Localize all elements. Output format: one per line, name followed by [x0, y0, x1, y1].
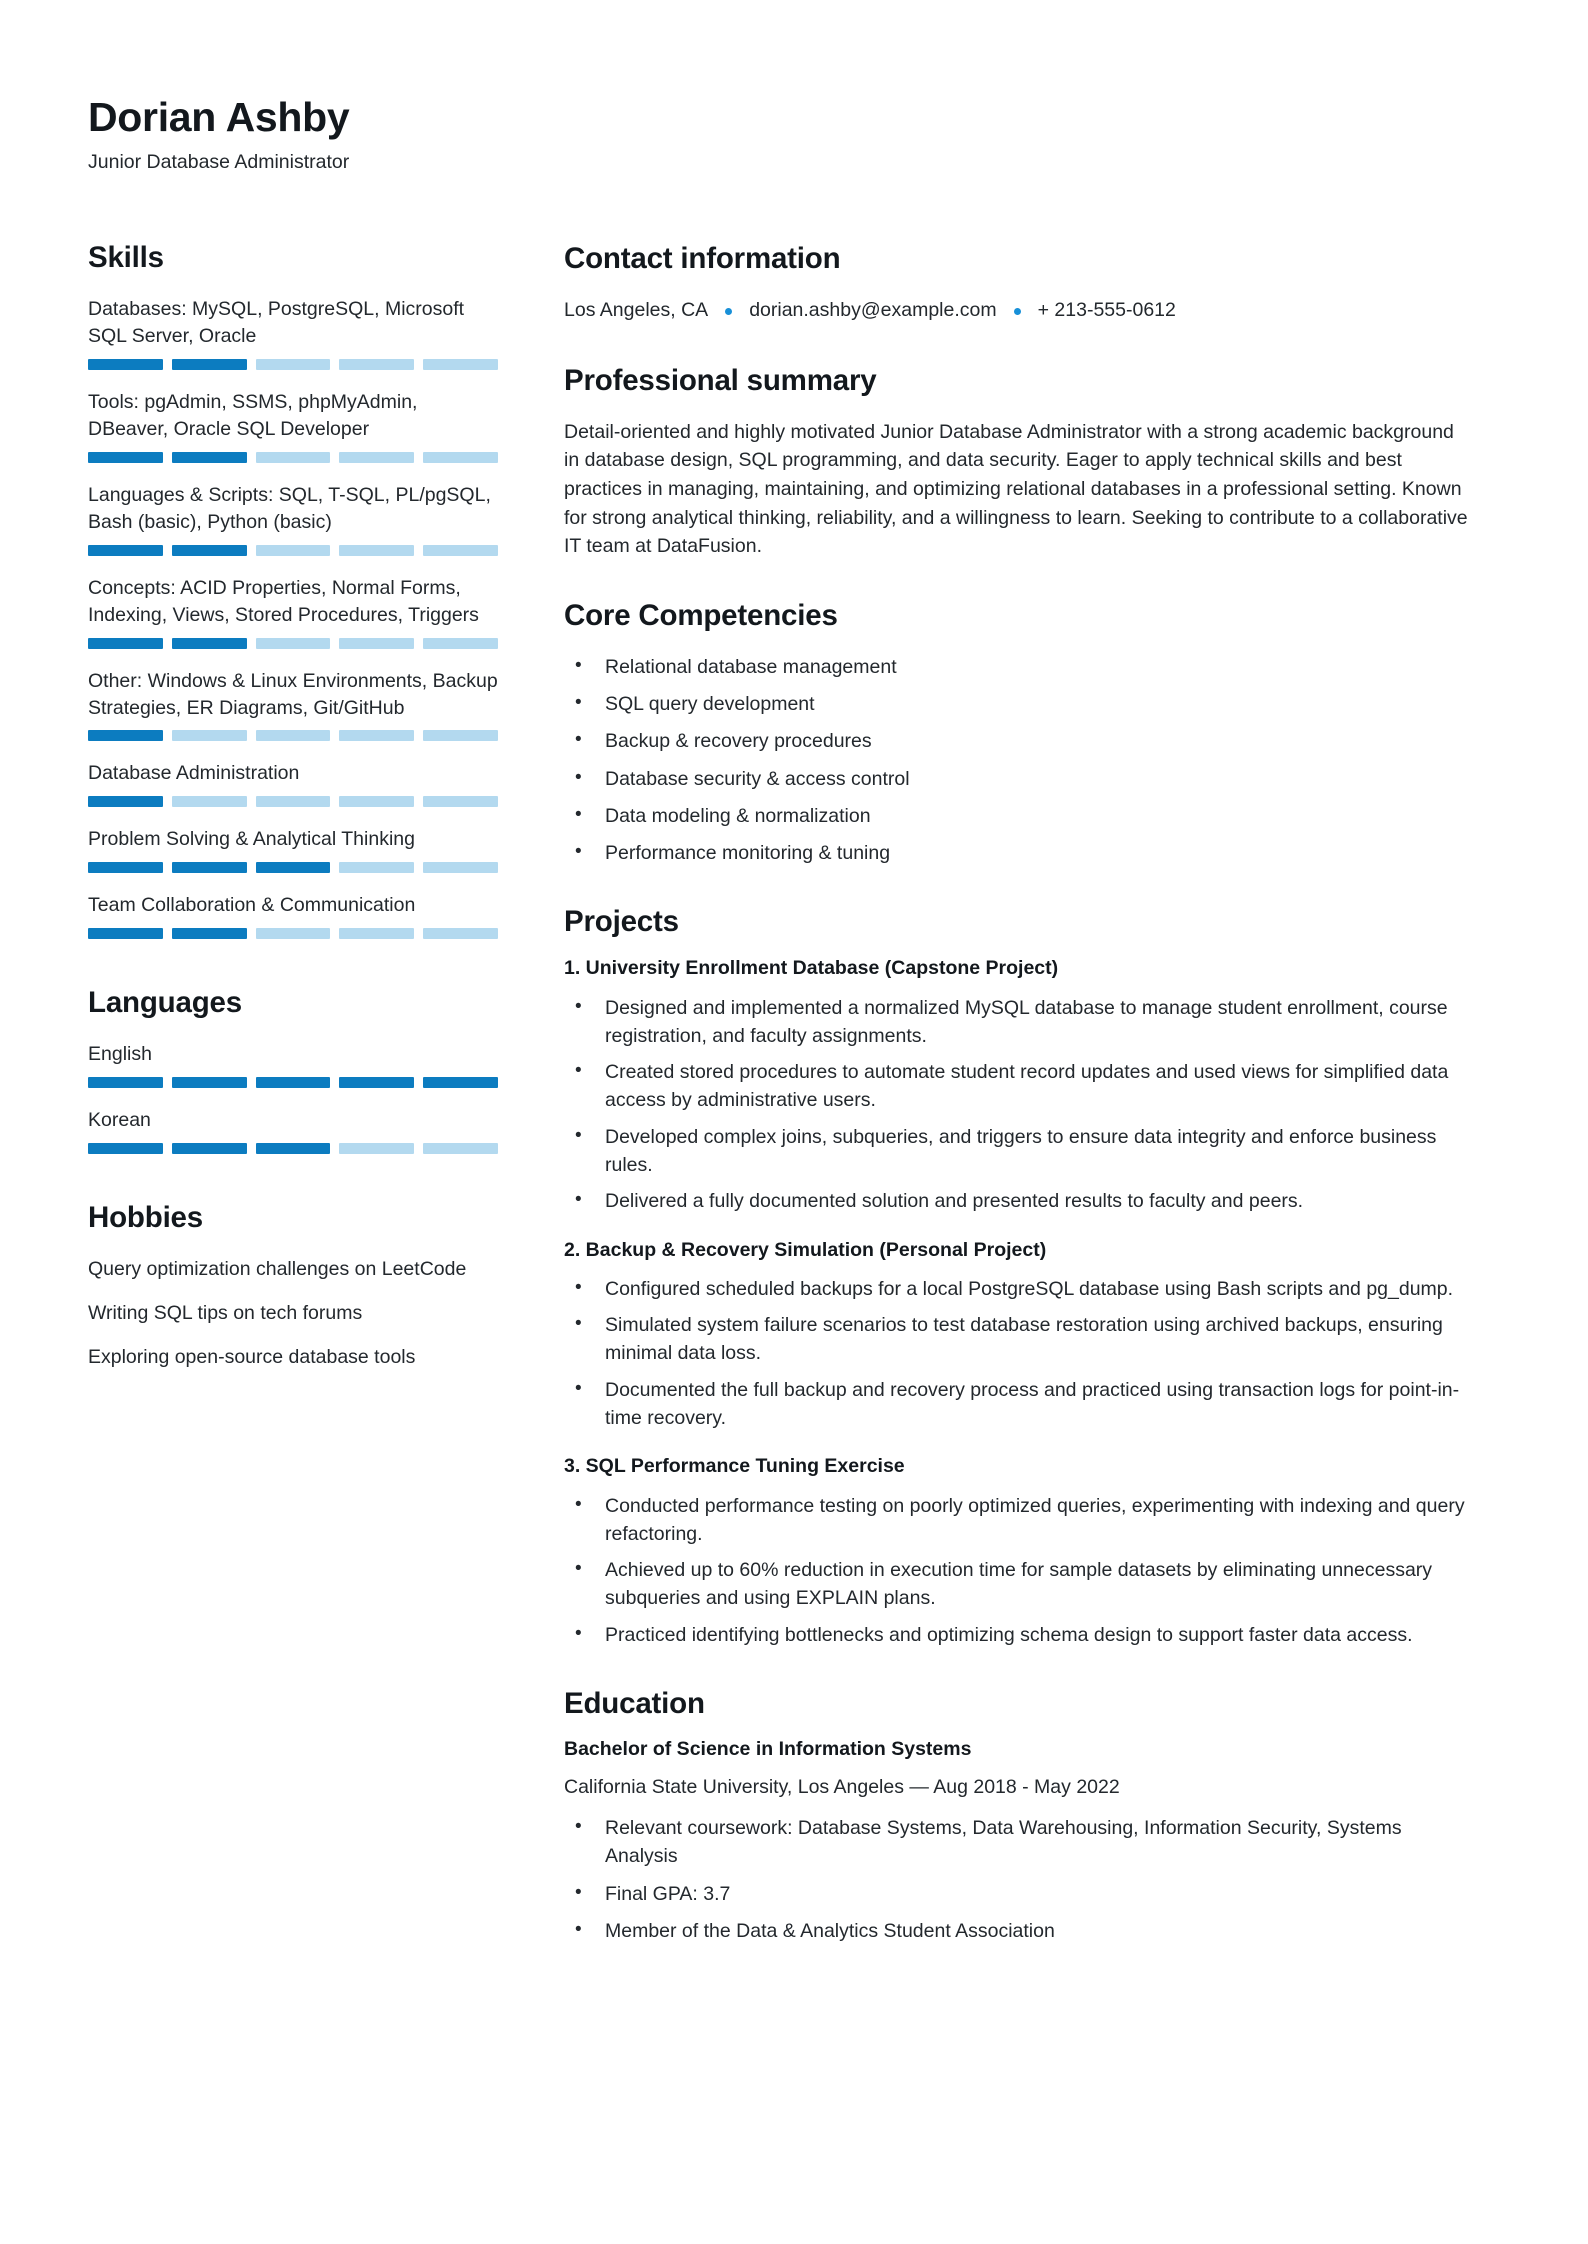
skill-item: [88, 760, 498, 807]
skill-segment-empty: [256, 638, 331, 649]
skill-segment-empty: [423, 1143, 498, 1154]
education-section: [564, 1687, 1470, 1945]
contact-phone[interactable]: + 213-555-0612: [1037, 299, 1176, 322]
skill-label: Team Collaboration & Communication: [88, 894, 416, 917]
project-bullet-item: • Documented the full backup and recovery process and practiced using transaction logs for point-in-time recovery.: [564, 1376, 1470, 1433]
skill-segment-filled: [88, 545, 163, 556]
project-title: 2. Backup & Recovery Simulation (Personal Project): [564, 1238, 1047, 1261]
hobby-item: Exploring open-source database tools: [88, 1345, 416, 1368]
contact-line: [564, 296, 1470, 325]
skill-segment-filled: [88, 452, 163, 463]
skill-segment-filled: [256, 1143, 331, 1154]
education-bullet-item: • Relevant coursework: Database Systems, Data Warehousing, Information Security, Systems Analysis: [564, 1814, 1470, 1871]
skill-segment-filled: [256, 1077, 331, 1088]
candidate-job-title: Junior Database Administrator: [88, 151, 350, 174]
skill-segment-empty: [256, 928, 331, 939]
skill-segment-filled: [423, 1077, 498, 1088]
skill-segment-filled: [256, 862, 331, 873]
skill-segment-empty: [256, 730, 331, 741]
project-bullet-item: • Delivered a fully documented solution and presented results to faculty and peers.: [564, 1187, 1470, 1215]
skill-segment-filled: [88, 796, 163, 807]
skill-label: Concepts: ACID Properties, Normal Forms, Indexing, Views, Stored Procedures, Triggers: [88, 576, 479, 626]
skill-label: Problem Solving & Analytical Thinking: [88, 828, 415, 851]
skill-segment-empty: [339, 638, 414, 649]
hobbies-section: [88, 1201, 498, 1371]
skill-item: [88, 1107, 498, 1154]
skill-segment-filled: [172, 928, 247, 939]
competency-item: • Data modeling & normalization: [564, 802, 1470, 830]
projects-list: [564, 956, 1470, 1649]
skill-segment-filled: [88, 359, 163, 370]
hobby-item: Writing SQL tips on tech forums: [88, 1301, 363, 1324]
skills-list: [88, 296, 498, 939]
skill-label: Database Administration: [88, 762, 300, 785]
project-bullet-list: [564, 1492, 1470, 1649]
skill-segment-empty: [339, 862, 414, 873]
separator-dot-icon: [1014, 308, 1021, 315]
candidate-name: Dorian Ashby: [88, 94, 350, 140]
competency-item: • Performance monitoring & tuning: [564, 839, 1470, 867]
skill-segment-empty: [172, 730, 247, 741]
languages-list: [88, 1041, 498, 1154]
hobby-item: Query optimization challenges on LeetCode: [88, 1257, 467, 1280]
skill-segment-filled: [172, 638, 247, 649]
skills-section: [88, 241, 498, 939]
education-bullets: [564, 1814, 1470, 1945]
skill-segment-empty: [423, 928, 498, 939]
skill-segment-empty: [423, 359, 498, 370]
project-item: [564, 1238, 1470, 1433]
summary-section: [564, 364, 1470, 561]
project-bullet-item: • Conducted performance testing on poorly optimized queries, experimenting with indexing and query refactoring.: [564, 1492, 1470, 1549]
separator-dot-icon: [725, 308, 732, 315]
skill-segment-empty: [423, 638, 498, 649]
skill-segment-empty: [339, 359, 414, 370]
skill-item: [88, 668, 498, 742]
skill-segment-empty: [339, 1143, 414, 1154]
skill-item: [88, 296, 498, 370]
skill-level-bar: [88, 452, 498, 463]
skill-label: Languages & Scripts: SQL, T-SQL, PL/pgSQL, Bash (basic), Python (basic): [88, 484, 491, 533]
skill-segment-filled: [88, 730, 163, 741]
competency-item: • Relational database management: [564, 653, 1470, 681]
hobbies-heading: Hobbies: [88, 1200, 203, 1234]
skill-segment-empty: [423, 730, 498, 741]
skill-level-bar: [88, 796, 498, 807]
education-institution: California State University, Los Angeles — Aug 2018 - May 2022: [564, 1775, 1120, 1798]
resume-body: [88, 241, 1470, 1983]
skill-label: English: [88, 1043, 152, 1066]
skill-segment-filled: [88, 638, 163, 649]
projects-section: [564, 905, 1470, 1648]
languages-heading: Languages: [88, 986, 242, 1020]
skill-segment-empty: [172, 796, 247, 807]
skill-level-bar: [88, 928, 498, 939]
skill-segment-filled: [339, 1077, 414, 1088]
skill-item: [88, 389, 498, 463]
competencies-section: [564, 599, 1470, 868]
skill-level-bar: [88, 638, 498, 649]
projects-heading: Projects: [564, 905, 679, 939]
skill-item: [88, 575, 498, 649]
skill-item: [88, 892, 498, 939]
education-heading: Education: [564, 1686, 705, 1720]
project-item: [564, 1454, 1470, 1649]
project-bullet-item: • Created stored procedures to automate student record updates and used views for simplified data access by administrative users.: [564, 1058, 1470, 1115]
skill-segment-filled: [88, 1077, 163, 1088]
skill-label: Other: Windows & Linux Environments, Backup Strategies, ER Diagrams, Git/GitHub: [88, 669, 498, 719]
skill-segment-filled: [88, 1143, 163, 1154]
education-bullet-item: • Member of the Data & Analytics Student Association: [564, 1917, 1470, 1945]
main-content: [498, 241, 1470, 1983]
project-bullet-item: • Simulated system failure scenarios to test database restoration using archived backups, ensuring minimal data loss.: [564, 1311, 1470, 1368]
sidebar: [88, 241, 498, 1387]
skill-segment-empty: [339, 545, 414, 556]
contact-heading: Contact information: [564, 242, 841, 276]
competency-item: • SQL query development: [564, 690, 1470, 718]
skill-segment-empty: [339, 928, 414, 939]
project-title: 3. SQL Performance Tuning Exercise: [564, 1455, 905, 1478]
skill-level-bar: [88, 1077, 498, 1088]
project-item: [564, 956, 1470, 1215]
hobbies-list: [88, 1256, 498, 1371]
skill-segment-filled: [172, 452, 247, 463]
skill-item: [88, 1041, 498, 1088]
skill-segment-filled: [172, 862, 247, 873]
skill-segment-empty: [423, 862, 498, 873]
skill-segment-empty: [339, 796, 414, 807]
contact-location: Los Angeles, CA: [564, 299, 709, 322]
skill-level-bar: [88, 1143, 498, 1154]
education-bullet-item: • Final GPA: 3.7: [564, 1880, 1470, 1908]
skills-heading: Skills: [88, 241, 164, 275]
skill-segment-empty: [423, 452, 498, 463]
skill-level-bar: [88, 730, 498, 741]
project-bullet-list: [564, 1275, 1470, 1432]
resume-header: [88, 95, 1470, 174]
project-bullet-item: • Practiced identifying bottlenecks and optimizing schema design to support faster data access.: [564, 1621, 1470, 1649]
skill-segment-filled: [172, 1077, 247, 1088]
skill-segment-filled: [88, 862, 163, 873]
skill-segment-filled: [172, 1143, 247, 1154]
skill-segment-empty: [256, 359, 331, 370]
summary-heading: Professional summary: [564, 363, 877, 397]
project-bullet-item: • Developed complex joins, subqueries, and triggers to ensure data integrity and enforce business rules.: [564, 1123, 1470, 1180]
competency-item: • Backup & recovery procedures: [564, 727, 1470, 755]
competencies-list: [564, 653, 1470, 868]
competency-item: • Database security & access control: [564, 765, 1470, 793]
project-bullet-item: • Achieved up to 60% reduction in execution time for sample datasets by eliminating unnecessary subqueries and using EXPLAIN plans.: [564, 1556, 1470, 1613]
skill-item: [88, 482, 498, 556]
languages-section: [88, 986, 498, 1154]
competencies-heading: Core Competencies: [564, 598, 838, 632]
contact-email[interactable]: dorian.ashby@example.com: [749, 299, 997, 322]
skill-segment-empty: [256, 545, 331, 556]
skill-segment-filled: [172, 359, 247, 370]
skill-segment-filled: [172, 545, 247, 556]
skill-segment-empty: [423, 545, 498, 556]
skill-level-bar: [88, 862, 498, 873]
skill-segment-empty: [339, 730, 414, 741]
project-title: 1. University Enrollment Database (Capstone Project): [564, 957, 1059, 980]
contact-section: [564, 242, 1470, 325]
skill-level-bar: [88, 359, 498, 370]
skill-label: Databases: MySQL, PostgreSQL, Microsoft SQL Server, Oracle: [88, 298, 465, 348]
summary-text: Detail-oriented and highly motivated Junior Database Administrator with a strong academic background in database design, SQL programming, and data security. Eager to apply technical skills and best practices in managing, maintaining, and optimizing relational databases in a professional setting. Known for strong analytical thinking, reliability, and a willingness to learn. Seeking to contribute to a collaborative IT team at DataFusion.: [564, 420, 1468, 558]
skill-segment-filled: [88, 928, 163, 939]
education-degree: Bachelor of Science in Information Systems: [564, 1737, 972, 1760]
skill-segment-empty: [339, 452, 414, 463]
skill-level-bar: [88, 545, 498, 556]
skill-item: [88, 826, 498, 873]
skill-segment-empty: [256, 452, 331, 463]
skill-label: Tools: pgAdmin, SSMS, phpMyAdmin, DBeaver, Oracle SQL Developer: [88, 391, 418, 441]
project-bullet-list: [564, 994, 1470, 1216]
project-bullet-item: • Configured scheduled backups for a local PostgreSQL database using Bash scripts and pg_dump.: [564, 1275, 1470, 1303]
skill-segment-empty: [423, 796, 498, 807]
skill-segment-empty: [256, 796, 331, 807]
project-bullet-item: • Designed and implemented a normalized MySQL database to manage student enrollment, course registration, and faculty assignments.: [564, 994, 1470, 1051]
skill-label: Korean: [88, 1109, 151, 1132]
